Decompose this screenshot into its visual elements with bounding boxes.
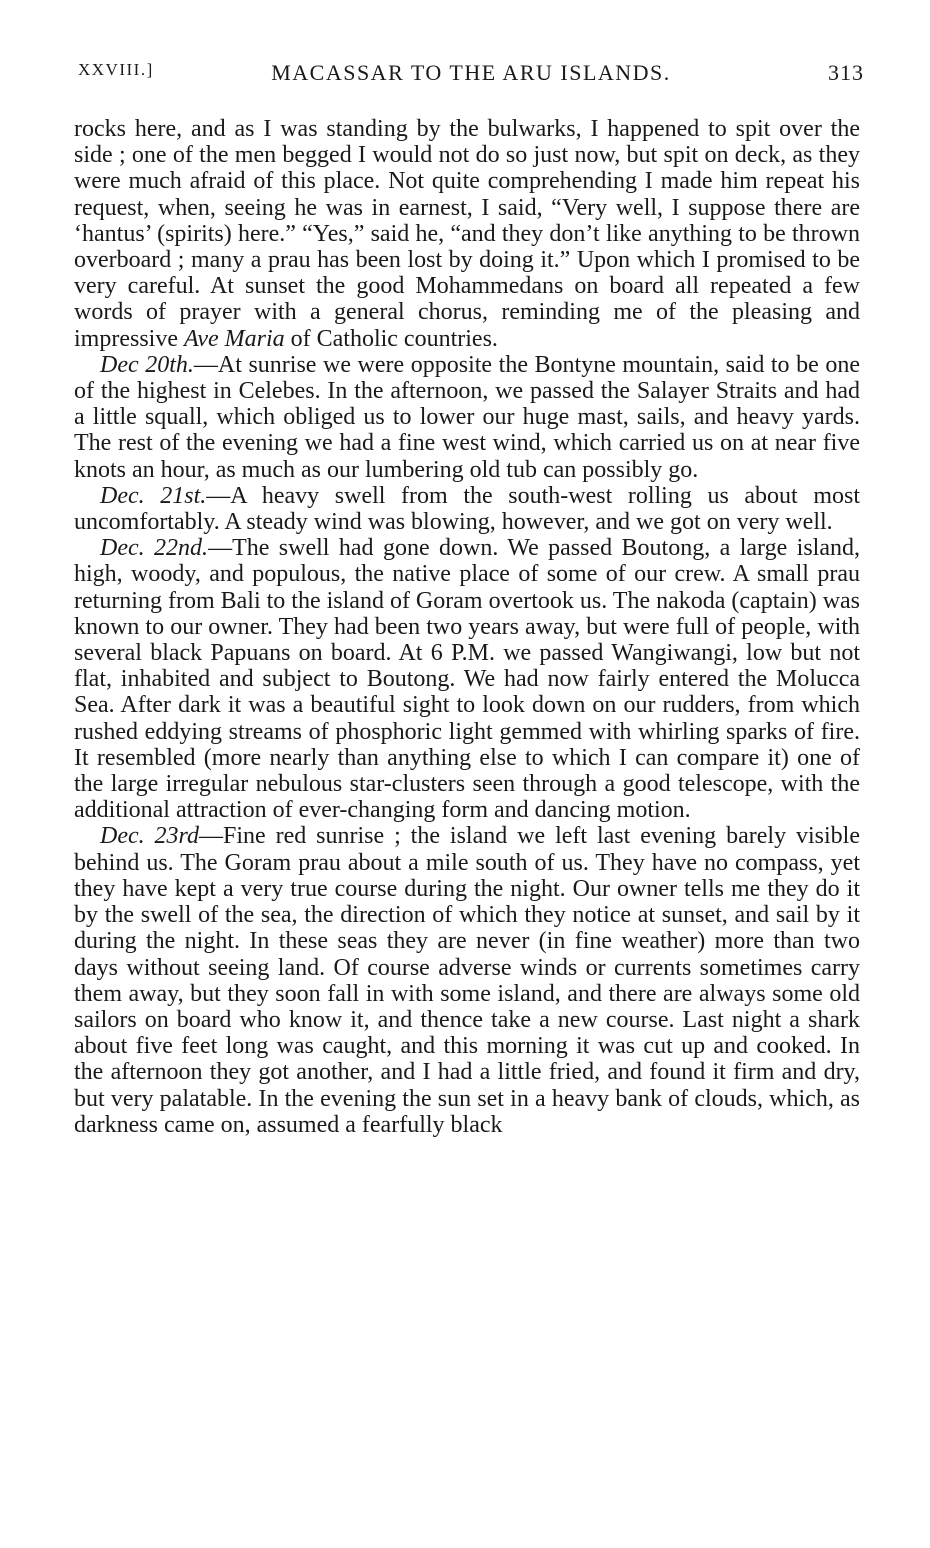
diary-entry-dec-22 [74,535,860,823]
entry-date: Dec. 23rd [100,823,200,850]
entry-date: Dec 20th. [100,351,194,378]
diary-entry-dec-20 [74,352,860,483]
time-abbreviation: P.M. [450,640,495,667]
paragraph-text: rocks here, and as I was standing by the bulwarks, I happened to spit over the side ; one of the men begged I would not do so just now, but spit on deck, as they were much afraid of this place. Not quite comprehending I made him repeat his request, when, seeing he was in earnest, I said, “Very well, I suppose there are ‘hantus’ (spirits) here.” “Yes,” said he, “and they don’t like anything to be thrown overboard ; many a prau has been lost by doing it.” Upon which I promised to be very careful. At sunset the good Mohammedans on board all repeated a few words of prayer with a general chorus, reminding me of the pleasing and impressive [74,116,860,352]
running-header [78,60,864,90]
paragraph-continued [74,116,860,352]
entry-date: Dec. 22nd. [100,535,209,562]
entry-text: —The swell had gone down. We passed Boutong, a large island, high, woody, and populous, the native place of some of our crew. A small prau returning from Bali to the island of Goram overtook us. The nakoda (captain) was known to our owner. They had been two years away, but were full of people, with several black Papuans on board. At 6 [74,535,861,667]
entry-text: —Fine red sunrise ; the island we left last evening barely visible behind us. The Goram prau about a mile south of us. They have no compass, yet they have kept a very true course during the night. Our owner tells me they do it by the swell of the sea, the direction of which they notice at sunset, and sail by it during the night. In these seas they are never (in fine weather) more than two days without seeing land. Of course adverse winds or currents sometimes carry them away, but they soon fall in with some island, and there are always some old sailors on board who know it, and thence take a new course. Last night a shark about five feet long was caught, and this morning it was cut up and cooked. In the afternoon they got another, and I had a little fried, and found it firm and dry, but very palatable. In the evening the sun set in a heavy bank of clouds, which, as darkness came on, assumed a fearfully black [74,823,860,1138]
diary-entry-dec-21 [74,483,860,535]
page-number: 313 [828,60,864,85]
chapter-number: XXVIII.] [78,60,154,79]
entry-text: —A heavy swell from the south-west rolling us about most uncomfortably. A steady wind was blowing, however, and we got on very well. [74,482,860,536]
entry-text-end: we passed Wangiwangi, low but not flat, inhabited and subject to Boutong. We had now fairly entered the Molucca Sea. After dark it was a beautiful sight to look down on our rudders, from which rushed eddying streams of phosphoric light gemmed with whirling sparks of fire. It resembled (more nearly than anything else to which I can compare it) one of the large irregular nebulous star-clusters seen through a good telescope, with the additional attraction of ever-changing form and dancing motion. [74,640,860,824]
entry-date: Dec. 21st. [100,482,207,509]
diary-entry-dec-23 [74,823,860,1137]
italic-phrase: Ave Maria [183,325,285,352]
body-text [74,116,860,1138]
paragraph-text-end: of Catholic countries. [284,325,498,352]
running-title: MACASSAR TO THE ARU ISLANDS. [271,60,671,85]
entry-text: —At sunrise we were opposite the Bontyne mountain, said to be one of the highest in Celebes. In the afternoon, we passed the Salayer Straits and had a little squall, which obliged us to lower our huge mast, sails, and heavy yards. The rest of the evening we had a fine west wind, which carried us on at near five knots an hour, as much as our lumbering old tub can possibly go. [74,351,860,483]
